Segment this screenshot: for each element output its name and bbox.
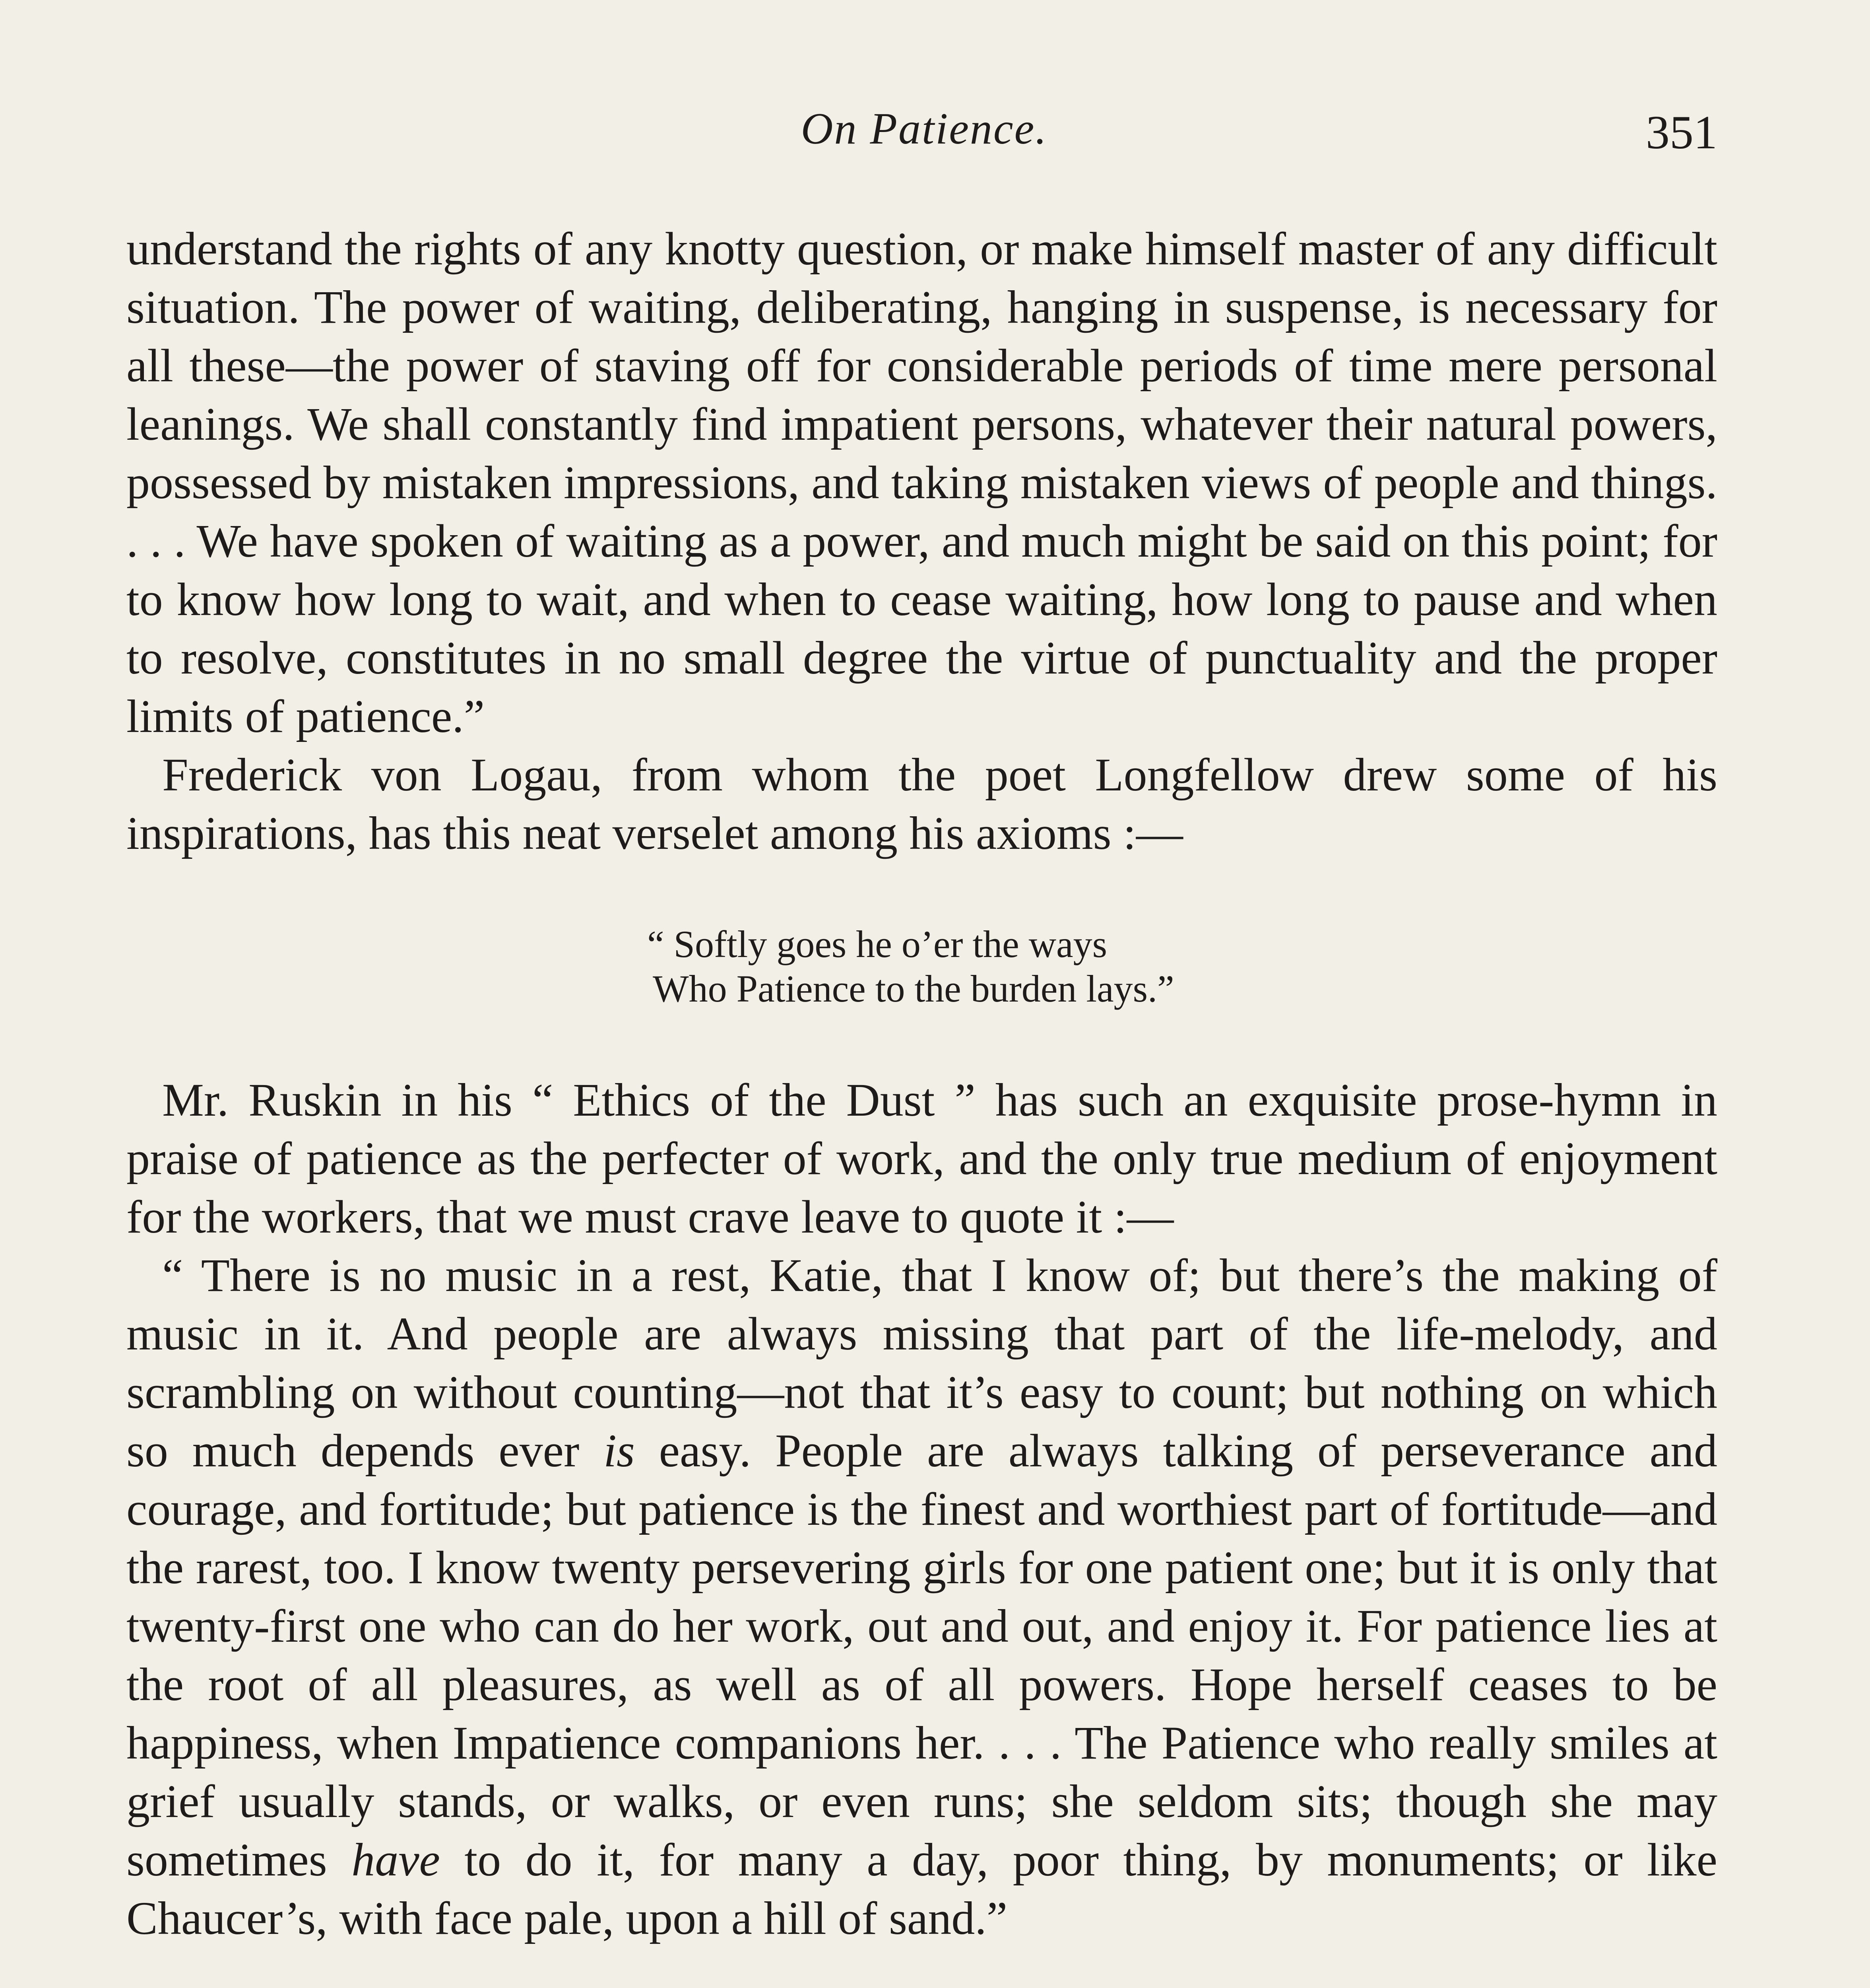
paragraph-4-emphasis-is: is <box>603 1425 635 1477</box>
paragraph-4-part-a: “ There is no music in a rest, Katie, that I know of; but there’s the making of music in it. And people are always missing that part of the life-melody, and scrambling on without counting—not that it’s easy to count; but nothing on which so much depends ever <box>126 1249 1717 1477</box>
page-header <box>131 103 1717 175</box>
verse-line-2: Who Patience to the burden lays.” <box>653 967 1174 1010</box>
paragraph-4-part-c: to do it, for many a day, poor thing, by monuments; or like Chaucer’s, with face pale, upon a hill of sand.” <box>126 1834 1718 1944</box>
running-title: On Patience. <box>801 104 1048 153</box>
paragraph-4-part-b: easy. People are always talking of perseverance and courage, and fortitude; but patience is the finest and worthiest part of fortitude—and the rarest, too. I know twenty persevering girls for one patient one; but it is only that twenty-first one who can do her work, out and out, and enjoy it. For patience lies at the root of all pleasures, as well as of all powers. Hope herself ceases to be happiness, when Impatience companions her. . . . The Patience who really smiles at grief usually stands, or walks, or even runs; she seldom sits; though she may sometimes <box>126 1425 1717 1886</box>
paragraph-4 <box>126 1246 1717 1947</box>
paragraph-4-emphasis-have: have <box>351 1834 440 1886</box>
verse-quote <box>647 922 1717 1011</box>
paragraph-3: Mr. Ruskin in his “ Ethics of the Dust ” has such an exquisite prose-hymn in praise of patience as the perfecter of work, and the only true medium of enjoyment for the workers, that we must crave leave to quote it :— <box>126 1074 1717 1243</box>
body-text <box>126 219 1717 1947</box>
paragraph-1: understand the rights of any knotty question, or make himself master of any difficult situation. The power of waiting, deliberating, hanging in suspense, is necessary for all these—the power of staving off for considerable periods of time mere personal leanings. We shall constantly find impatient persons, whatever their natural powers, possessed by mistaken impressions, and taking mistaken views of people and things. . . . We have spoken of waiting as a power, and much might be said on this point; for to know how long to wait, and when to cease waiting, how long to pause and when to resolve, constitutes in no small degree the virtue of punctuality and the proper limits of patience.” <box>126 223 1717 742</box>
paragraph-2: Frederick von Logau, from whom the poet Longfellow drew some of his inspirations, has this neat verselet among his axioms :— <box>126 749 1717 859</box>
verse-line-1: “ Softly goes he o’er the ways <box>647 923 1108 965</box>
page-number: 351 <box>1646 106 1717 159</box>
